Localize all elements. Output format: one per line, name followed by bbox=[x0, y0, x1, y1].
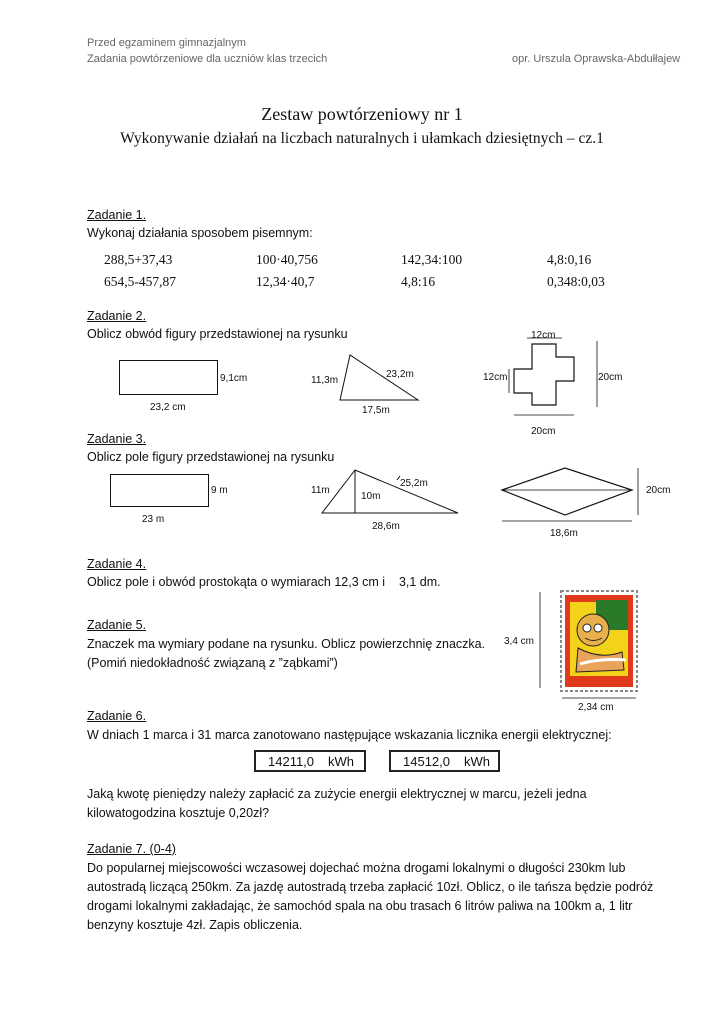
task3-rect-side-label: 9 m bbox=[211, 485, 228, 496]
task1-expr: 0,348:0,03 bbox=[547, 274, 605, 289]
task1-instruction: Wykonaj działania sposobem pisemnym: bbox=[87, 226, 313, 240]
task3-rhombus-right-label: 20cm bbox=[646, 485, 671, 496]
task3-tri-bottom-label: 28,6m bbox=[372, 521, 400, 532]
task2-cross-right-label: 20cm bbox=[598, 372, 623, 383]
meter-unit-1: kWh bbox=[328, 753, 355, 769]
header-line2: Zadania powtórzeniowe dla uczniów klas trzecich bbox=[87, 53, 328, 65]
task2-instruction: Oblicz obwód figury przedstawionej na rysunku bbox=[87, 327, 348, 341]
task2-rect-bottom-label: 23,2 cm bbox=[150, 402, 186, 413]
task1-expr: 12,34·40,7 bbox=[256, 274, 315, 289]
task2-tri-bottom-label: 17,5m bbox=[362, 405, 390, 416]
task1-expr: 4,8:0,16 bbox=[547, 252, 592, 267]
task7-line1: Do popularnej miejscowości wczasowej dojechać można drogami lokalnymi o długości 230km lub bbox=[87, 861, 626, 875]
task1-expr: 288,5+37,43 bbox=[104, 252, 173, 267]
task3-rect-bottom-label: 23 m bbox=[142, 514, 165, 525]
task5-line2: (Pomiń niedokładność związaną z ”ząbkami”) bbox=[87, 656, 338, 670]
meter-reading-2 bbox=[389, 750, 500, 772]
task2-cross-figure bbox=[505, 336, 605, 426]
task2-tri-left-label: 11,3m bbox=[311, 375, 339, 386]
page-subtitle: Wykonywanie działań na liczbach naturalnych i ułamkach dziesiętnych – cz.1 bbox=[120, 130, 604, 147]
task7-line2: autostradą liczącą 250km. Za jazdę autostradą trzeba zapłacić 10zł. Oblicz, o ile tańsza będzie podróż bbox=[87, 880, 654, 894]
task1-expr: 142,34:100 bbox=[401, 252, 463, 267]
task7-heading: Zadanie 7. (0-4) bbox=[87, 842, 176, 856]
task3-triangle bbox=[322, 468, 462, 516]
task7-line4: benzyny kosztuje 4zł. Zapis obliczenia. bbox=[87, 918, 303, 932]
postage-stamp-image bbox=[560, 590, 638, 692]
task5-width-label: 2,34 cm bbox=[578, 702, 614, 713]
task1-expr: 100·40,756 bbox=[256, 252, 318, 267]
task2-rect-side-label: 9,1cm bbox=[220, 373, 248, 384]
task3-rhombus-bottom-label: 18,6m bbox=[550, 528, 578, 539]
task2-cross-bottom-label: 20cm bbox=[531, 426, 556, 437]
task6-question-line2: kilowatogodzina kosztuje 0,20zł? bbox=[87, 806, 270, 820]
task3-rectangle bbox=[110, 474, 210, 510]
task3-instruction: Oblicz pole figury przedstawionej na rysunku bbox=[87, 450, 335, 464]
task6-question-line1: Jaką kwotę pieniędzy należy zapłacić za zużycie energii elektrycznej w marcu, jeżeli jedna bbox=[87, 787, 587, 801]
page-title: Zestaw powtórzeniowy nr 1 bbox=[261, 104, 463, 124]
task1-expr: 654,5-457,87 bbox=[104, 274, 176, 289]
task1-heading: Zadanie 1. bbox=[87, 208, 147, 222]
task2-cross-top-label: 12cm bbox=[531, 330, 556, 341]
task5-heading: Zadanie 5. bbox=[87, 618, 147, 632]
task2-cross-left-label: 12cm bbox=[483, 372, 508, 383]
task5-line1: Znaczek ma wymiary podane na rysunku. Oblicz powierzchnię znaczka. bbox=[87, 637, 486, 651]
task3-tri-right-label: 25,2m bbox=[400, 478, 428, 489]
task2-heading: Zadanie 2. bbox=[87, 309, 147, 323]
task6-heading: Zadanie 6. bbox=[87, 709, 147, 723]
task1-expr: 4,8:16 bbox=[401, 274, 436, 289]
header-line1: Przed egzaminem gimnazjalnym bbox=[87, 37, 246, 49]
task4-heading: Zadanie 4. bbox=[87, 557, 147, 571]
task2-rectangle bbox=[119, 360, 219, 396]
task6-line1: W dniach 1 marca i 31 marca zanotowano następujące wskazania licznika energii elektrycznej: bbox=[87, 728, 612, 742]
task5-height-label: 3,4 cm bbox=[504, 636, 535, 647]
header-author: opr. Urszula Oprawska-Abdułłajew bbox=[512, 53, 681, 65]
task7-line3: drogami lokalnymi zakładając, że samochód spala na obu trasach 6 litrów paliwa na 100km a, 1 litr bbox=[87, 899, 633, 913]
task3-rhombus bbox=[497, 466, 647, 526]
task3-heading: Zadanie 3. bbox=[87, 432, 147, 446]
task3-tri-left-label: 11m bbox=[311, 485, 330, 496]
task2-triangle bbox=[340, 355, 420, 405]
meter-unit-2: kWh bbox=[464, 753, 490, 769]
task2-tri-right-label: 23,2m bbox=[386, 369, 414, 380]
task3-tri-height-label: 10m bbox=[361, 491, 381, 502]
meter-reading-1 bbox=[254, 750, 366, 772]
task4-text: Oblicz pole i obwód prostokąta o wymiarach 12,3 cm i 3,1 dm. bbox=[87, 575, 441, 589]
meter-value-2: 14512,0 bbox=[403, 753, 450, 769]
meter-value-1: 14211,0 bbox=[268, 753, 315, 769]
